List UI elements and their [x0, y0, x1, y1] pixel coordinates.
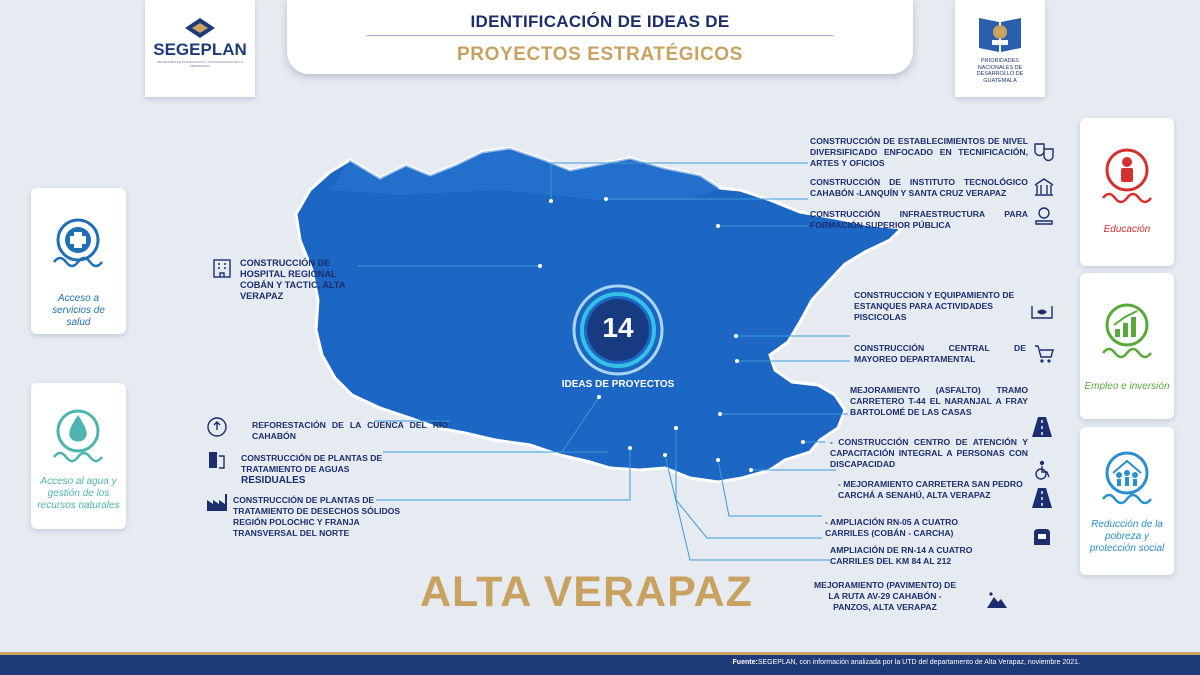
category-card-health[interactable]	[31, 188, 126, 334]
project-label-9-line2: RESIDUALES	[241, 475, 306, 486]
family-house-icon	[1097, 447, 1157, 507]
project-label-9-line1: CONSTRUCCIÓN DE PLANTAS DE TRATAMIENTO DE AGUAS	[241, 453, 383, 474]
project-count-caption: IDEAS DE PROYECTOS	[561, 379, 675, 390]
page-title-line2: PROYECTOS ESTRATÉGICOS	[457, 44, 743, 65]
water-drop-icon	[48, 405, 108, 465]
mountain-road-icon	[985, 588, 1009, 612]
accessibility-icon	[1030, 458, 1054, 482]
footer-source-text: SEGEPLAN, con información analizada por la UTD del departamento de Alta Verapaz, noviembre 2021.	[757, 659, 1080, 666]
health-cross-icon	[48, 218, 108, 273]
footer-bar	[0, 655, 1200, 675]
road-icon-1	[1030, 415, 1054, 439]
project-label-14: AMPLIACIÓN DE RN-14 A CUATRO CARRILES DEL KM 84 AL 212	[830, 545, 973, 566]
page-title-line1: IDENTIFICACIÓN DE IDEAS DE	[470, 12, 730, 31]
project-label-15: MEJORAMIENTO (PAVIMENTO) DE LA RUTA AV-29 CAHABÓN - PANZOS, ALTA VERAPAZ	[813, 580, 957, 612]
tree-hand-icon	[205, 415, 229, 439]
project-label-11: - MEJORAMIENTO CARRETERA SAN PEDRO CARCHÁ A SENAHÚ, ALTA VERAPAZ	[838, 479, 1023, 500]
project-label-5: CONSTRUCCION Y EQUIPAMIENTO DE ESTANQUES PARA ACTIVIDADES PISCICOLAS	[854, 290, 1015, 322]
category-label-health: Acceso a servicios de salud	[52, 293, 105, 328]
road-icon-2	[1030, 486, 1054, 510]
segeplan-subtitle: SECRETARÍA DE PLANIFICACIÓN Y PROGRAMACIÓN DE LA PRESIDENCIA	[157, 60, 243, 68]
category-label-water: Acceso al agua y gestión de los recursos naturales	[37, 476, 120, 511]
diploma-icon	[1032, 204, 1056, 228]
hospital-building-icon	[210, 256, 234, 280]
category-card-poverty[interactable]	[1080, 427, 1174, 575]
category-card-water[interactable]	[31, 383, 126, 529]
factory-icon	[205, 490, 229, 514]
footer-source	[733, 659, 1080, 666]
map-highlight	[330, 148, 720, 200]
fish-pond-icon	[1030, 300, 1054, 324]
category-card-employment[interactable]	[1080, 273, 1174, 419]
category-label-employment: Empleo e inversión	[1084, 381, 1170, 392]
project-label-6: CONSTRUCCIÓN CENTRAL DE MAYOREO DEPARTAMENTAL	[854, 343, 1026, 364]
highway-icon	[1030, 525, 1054, 549]
growth-chart-icon	[1097, 301, 1157, 361]
theater-masks-icon	[1032, 140, 1056, 164]
category-label-education: Educación	[1103, 224, 1151, 235]
project-label-7: MEJORAMIENTO (ASFALTO) TRAMO CARRETERO T-44 EL NARANJAL A FRAY BARTOLOMÉ DE LAS CASAS	[850, 385, 1028, 417]
market-cart-icon	[1032, 342, 1056, 366]
project-label-4: CONSTRUCCIÓN DE HOSPITAL REGIONAL COBÁN Y TACTIC, ALTA VERAPAZ	[240, 258, 346, 301]
project-label-10: - CONSTRUCCIÓN CENTRO DE ATENCIÓN Y CAPACITACIÓN INTEGRAL A PERSONAS CON DISCAPACIDAD	[830, 437, 1028, 469]
region-name: ALTA VERAPAZ	[420, 568, 753, 616]
project-label-3: CONSTRUCCIÓN INFRAESTRUCTURA PARA FORMACIÓN SUPERIOR PÚBLICA	[810, 209, 1028, 230]
project-label-12: CONSTRUCCIÓN DE PLANTAS DE TRATAMIENTO DE DESECHOS SÓLIDOS REGIÓN POLOCHIC Y FRANJA TRANSVERSAL DEL NORTE	[233, 495, 401, 538]
education-person-icon	[1097, 146, 1157, 206]
project-label-13: - AMPLIACIÓN RN-05 A CUATRO CARRILES (COBÁN - CARCHA)	[825, 517, 959, 538]
category-label-poverty: Reducción de la pobreza y protección social	[1089, 519, 1165, 554]
segeplan-name: SEGEPLAN	[153, 40, 247, 59]
category-card-education[interactable]	[1080, 118, 1174, 266]
project-label-1: CONSTRUCCIÓN DE ESTABLECIMIENTOS DE NIVEL DIVERSIFICADO ENFOCADO EN TECNIFICACIÓN, ARTES Y OFICIOS	[810, 136, 1028, 168]
project-count: 14	[602, 312, 634, 343]
project-label-9	[241, 453, 391, 486]
water-treatment-icon	[205, 448, 229, 472]
project-label-2: CONSTRUCCIÓN DE INSTITUTO TECNOLÓGICO CAHABÓN -LANQUÍN Y SANTA CRUZ VERAPAZ	[810, 177, 1028, 198]
footer-source-label: Fuente:	[732, 659, 758, 666]
project-label-8: REFORESTACIÓN DE LA CUENCA DEL RÍO CAHABÓN	[252, 420, 448, 441]
plan-caption: PRIORIDADES NACIONALES DE DESARROLLO DE GUATEMALA	[976, 58, 1024, 84]
institute-building-icon	[1032, 175, 1056, 199]
